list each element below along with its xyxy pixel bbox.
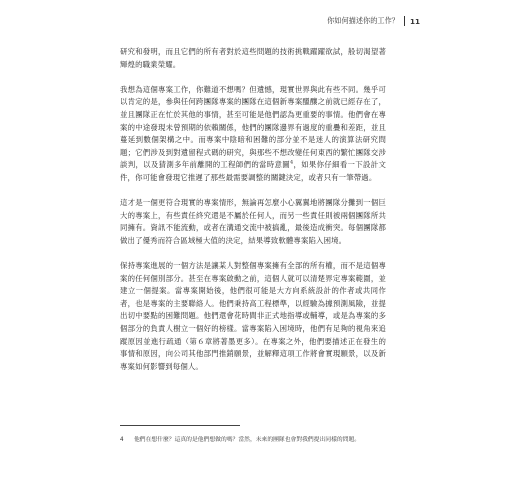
body-text	[120, 46, 386, 386]
paragraph	[120, 84, 386, 185]
footnote-marker: 4	[289, 159, 294, 166]
paragraph: 保持專案進展的一個方法是讓某人對整個專案擁有全部的所有權，而不是這個專案的任何個別部分。甚至在專案啟動之前，這個人就可以清楚界定專案範圍，並建立一個提案。當專案開始後，他們很可能是大方向系統設計的作者或共同作者，也是專案的主要聯絡人。他們秉持高工程標準，以經驗為據預測風險，並提出切中要點的困難問題。他們還會花時間非正式地指導或輔導，或是為專案的多個部分的負責人樹立一個好的榜樣。當專案陷入困境時，他們有足夠的視角來追蹤原因並進行疏通（第６章將著墨更多）。在專案之外，他們要描述正在發生的事情和原因，向公司其他部門推銷願景，並解釋這項工作將會實現願景，以及新專案如何影響到每個人。	[120, 261, 386, 371]
page-number: 11	[409, 16, 420, 26]
paragraph-text: ，如果你仔細看一下設計文件，你可能會發現它推遲了那些最需要調整的關鍵決定，或者只有一筆帶過。	[120, 160, 386, 182]
footnote	[120, 436, 400, 444]
running-header	[327, 15, 420, 27]
footnote-text: 他們在想什麼？這真的是他們想做的嗎？當然，未來的團隊也會對我們提出同樣的問題。	[134, 437, 361, 443]
paragraph: 研究和發明，而且它們的所有者對於這些問題的技術挑戰躍躍欲試，般切渴望著輝煌的職業榮耀。	[120, 47, 386, 69]
footnote-number: 4	[120, 437, 124, 443]
paragraph: 這才是一個更符合現實的專案情形，無論再怎麼小心翼翼地將團隊分攤到一個巨大的專案上，有些責任終究還是不屬於任何人，而另一些責任則被兩個團隊所共同擁有。資訊不能流動，或者在溝通交流中被搞亂，最後造成衝突。每個團隊都做出了優秀而符合區域極大值的決定，結果導致軟體專案陷入困境。	[120, 198, 386, 245]
header-divider	[404, 16, 405, 26]
footnote-divider	[120, 425, 240, 426]
paragraph-text: 我想為這個專案工作，你難道不想嗎？但遺憾，現實世界與此有些不同。幾乎可以肯定的是，參與任何跨團隊專案的團隊在這個新專案醞釀之前就已經存在了，並且團隊正在忙於其他的事情，甚至可能是他們認為更重要的事情。他們會在專案的中途發現未曾預期的依賴關係，他們的團隊邊界有過度的重疊和差距，並且蔓延到數個架構之中。而專案中陰暗和困難的部分並不是迷人的演算法研究問題；它們涉及到對遺留程式碼的研究，與那些不想改變任何東西的繁忙團隊交涉談判，以及猜測多年前離開的工程師們的當時意圖	[120, 84, 386, 170]
chapter-title: 你如何描述你的工作？	[327, 16, 399, 25]
